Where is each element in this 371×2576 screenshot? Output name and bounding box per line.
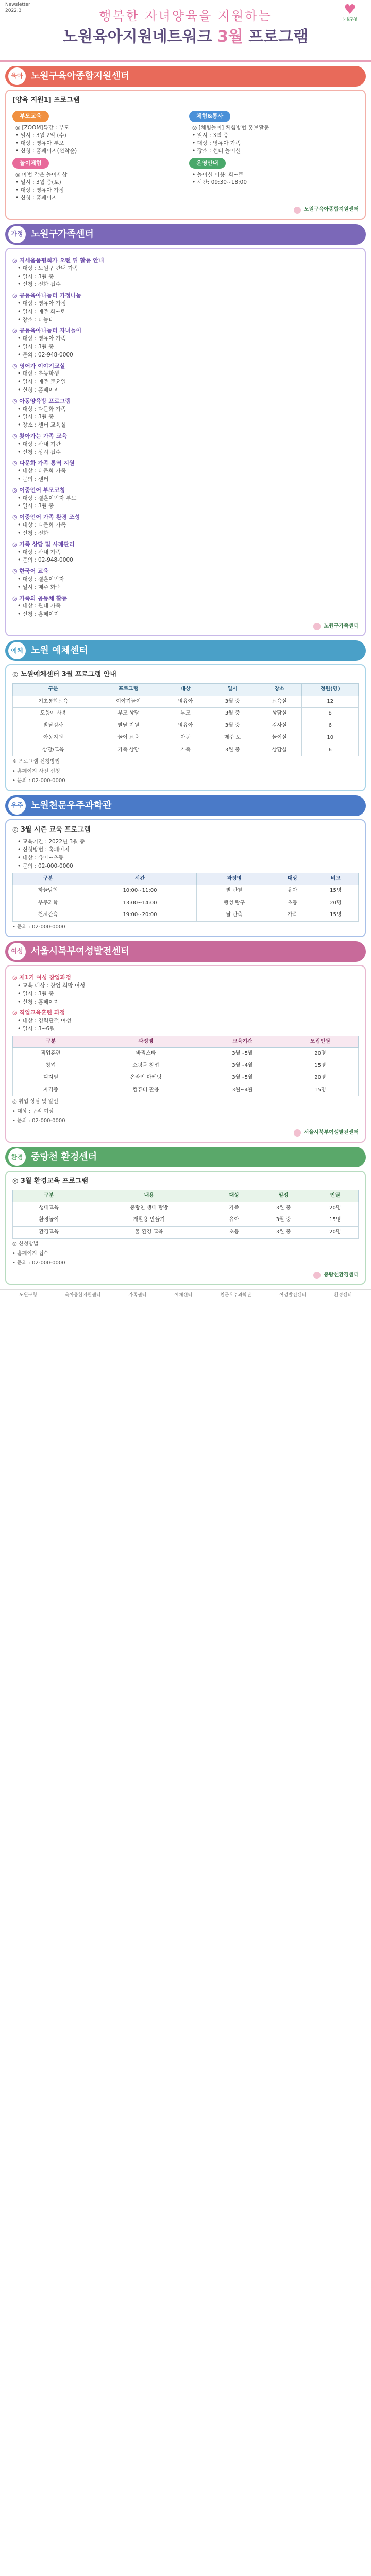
program-table — [12, 683, 359, 756]
item-list — [189, 171, 359, 187]
table-header: 과정명 — [196, 873, 272, 885]
list-line: • 문의 : 02-000-0000 — [18, 862, 73, 869]
section-badge: 육아 — [8, 67, 26, 85]
section-logo — [12, 1272, 359, 1279]
program-detail: • 신청 : 홈페이지 — [18, 611, 59, 618]
list-line: • 대상 : 영유아 부모 — [15, 140, 64, 147]
note-list — [12, 1098, 359, 1125]
section-title: 중랑천 환경센터 — [31, 1151, 97, 1163]
table-row — [13, 732, 359, 744]
list-line: ◎ 취업 상담 및 알선 — [12, 1099, 59, 1105]
list-line: • 교육기간 : 2022년 3월 중 — [18, 838, 85, 845]
program-detail: • 일시 : 매주 화·목 — [18, 584, 63, 590]
table-cell: 별 관찰 — [196, 885, 272, 897]
program-detail: • 일시 : 3~6월 — [18, 1026, 55, 1032]
table-cell: 재활용 만들기 — [85, 1214, 213, 1227]
center-logo-icon — [294, 207, 301, 214]
section-logo — [12, 623, 359, 631]
program-title: ◎ 가족 상담 및 사례관리 — [12, 540, 75, 548]
table-cell: 6 — [302, 720, 359, 732]
list-line: ◎ [체험놀이] 체험방법 홍보활동 — [192, 124, 269, 131]
section-subtitle: ◎ 3월 환경교육 프로그램 — [12, 1177, 88, 1185]
table-row — [13, 708, 359, 720]
section-badge: 가정 — [8, 226, 26, 243]
program-detail: • 문의 : 02-948-0000 — [18, 351, 73, 358]
table-cell: 3월 중 — [208, 696, 257, 708]
list-line: • 문의 : 02-000-0000 — [12, 1118, 65, 1124]
table-cell: 온라인 마케팅 — [89, 1072, 203, 1084]
section-badge: 여성 — [8, 943, 26, 960]
footer-logo: 천문우주과학관 — [220, 1293, 251, 1298]
center-logo-text: 노원구가족센터 — [324, 623, 359, 629]
table-cell: 가족 — [272, 909, 313, 922]
section-box — [5, 1171, 366, 1285]
table-header: 구분 — [13, 684, 94, 696]
table-header: 모집인원 — [282, 1036, 358, 1048]
program-detail: • 대상 : 다문화 가족 — [18, 405, 66, 412]
table-cell: 유아 — [272, 885, 313, 897]
table-cell: 자격증 — [13, 1084, 89, 1096]
section-logo — [12, 206, 359, 214]
list-line: • 일시 : 3월 중(토) — [15, 179, 61, 185]
program-detail: • 일시 : 매주 화~토 — [18, 308, 65, 315]
footer-logo: 환경센터 — [334, 1293, 352, 1298]
section-badge: 환경 — [8, 1148, 26, 1166]
table-cell: 쇼핑몰 창업 — [89, 1060, 203, 1072]
table-cell: 하늘탐험 — [13, 885, 83, 897]
table-row — [13, 1072, 359, 1084]
table-cell: 물 환경 교육 — [85, 1226, 213, 1239]
program-title: ◎ 가족의 공동체 활동 — [12, 595, 68, 602]
item-list — [12, 171, 182, 202]
program-detail: • 신청 : 전화 — [18, 530, 49, 536]
table-row — [13, 1214, 359, 1227]
table-cell: 아동 — [163, 732, 208, 744]
program-title: ◎ 다문화 가족 통역 지원 — [12, 460, 75, 467]
table-cell: 컴퓨터 활용 — [89, 1084, 203, 1096]
section-arts — [5, 640, 366, 791]
table-header: 정원(명) — [302, 684, 359, 696]
center-logo-icon — [294, 1129, 301, 1137]
program-detail: • 교육 대상 : 창업 희망 여성 — [18, 982, 86, 989]
program-detail: • 장소 : 센터 교육실 — [18, 422, 66, 429]
section-badge: 우주 — [8, 797, 26, 815]
list-line: ◎ [ZOOM]특강 : 부모 — [15, 124, 70, 131]
table-cell: 발달검사 — [13, 720, 94, 732]
table-cell: 가족 상담 — [94, 744, 163, 756]
table-header: 시간 — [83, 873, 197, 885]
table-cell: 우주과학 — [13, 897, 83, 909]
program-detail: • 대상 : 영유아 가정 — [18, 300, 66, 307]
table-cell: 20명 — [312, 1226, 358, 1239]
section-header — [5, 640, 366, 661]
table-header: 일정 — [255, 1190, 312, 1202]
table-header: 대상 — [213, 1190, 255, 1202]
section-header — [5, 66, 366, 87]
list-line: • 일시 : 3월 2일 (수) — [15, 132, 66, 139]
program-detail: • 일시 : 3월 중 — [18, 503, 54, 510]
program-detail: • 대상 : 경력단절 여성 — [18, 1018, 72, 1024]
header-logo-text: 노원구청 — [343, 17, 357, 21]
table-cell: 12 — [302, 696, 359, 708]
table-cell: 부모 — [163, 708, 208, 720]
program-detail: • 일시 : 3월 중 — [18, 414, 54, 420]
program-table — [12, 1190, 359, 1239]
table-cell: 아동지원 — [13, 732, 94, 744]
section-subtitle: [양육 지원1] 프로그램 — [12, 96, 80, 104]
list-line: • 대상 : 영유아 가족 — [192, 140, 241, 147]
center-logo-text: 서울시북부여성발전센터 — [303, 1129, 359, 1136]
heart-logo-icon: ♥ — [344, 2, 356, 18]
table-cell: 이야기놀이 — [94, 696, 163, 708]
list-line: • 장소 : 센터 놀이실 — [192, 148, 241, 155]
table-cell: 환경교육 — [13, 1226, 85, 1239]
table-cell: 초등 — [272, 897, 313, 909]
table-cell: 20명 — [282, 1072, 358, 1084]
program-title: ◎ 찾아가는 가족 교육 — [12, 432, 68, 439]
table-row — [13, 744, 359, 756]
table-cell: 15명 — [282, 1084, 358, 1096]
table-header: 교육기간 — [203, 1036, 282, 1048]
table-cell: 창업 — [13, 1060, 89, 1072]
table-cell: 놀이 교육 — [94, 732, 163, 744]
table-row — [13, 909, 359, 922]
program-title: ◎ 이중언어 부모코칭 — [12, 486, 65, 494]
table-cell: 달 관측 — [196, 909, 272, 922]
table-cell: 중랑천 생태 탐방 — [85, 1202, 213, 1214]
section-title: 서울시북부여성발전센터 — [31, 946, 130, 957]
table-row — [13, 1202, 359, 1214]
tagline: 행복한 자녀양육을 지원하는 — [99, 9, 272, 23]
section-environment — [5, 1147, 366, 1285]
list-line: ◎ 신청방법 — [12, 1241, 39, 1247]
list-line: ◎ 마법 같은 놀이세상 — [15, 171, 68, 178]
table-cell: 15명 — [282, 1060, 358, 1072]
center-logo-icon — [313, 623, 321, 630]
table-cell: 19:00~20:00 — [83, 909, 197, 922]
table-cell: 놀이실 — [257, 732, 302, 744]
main-title — [0, 26, 371, 48]
table-header: 프로그램 — [94, 684, 163, 696]
list-line: • 문의 : 02-000-0000 — [12, 778, 65, 784]
footer-logo: 가족센터 — [128, 1293, 147, 1298]
section-title: 노원구육아종합지원센터 — [31, 70, 130, 81]
table-cell: 3월 중 — [208, 708, 257, 720]
table-cell: 3월~4월 — [203, 1060, 282, 1072]
table-cell: 20명 — [313, 897, 358, 909]
section-subtitle: ◎ 3월 시즌 교육 프로그램 — [12, 825, 91, 834]
table-cell: 10:00~11:00 — [83, 885, 197, 897]
table-header: 구분 — [13, 873, 83, 885]
table-row — [13, 897, 359, 909]
table-cell: 6 — [302, 744, 359, 756]
program-detail: • 신청 : 홈페이지 — [18, 386, 59, 393]
section-logo — [12, 1129, 359, 1137]
footer-logo: 여성발전센터 — [279, 1293, 307, 1298]
program-detail: • 대상 : 초등학생 — [18, 370, 59, 377]
table-header: 인원 — [312, 1190, 358, 1202]
list-line: • 신청방법 : 홈페이지 — [18, 846, 70, 853]
program-detail: • 신청 : 전화 접수 — [18, 281, 61, 288]
program-list — [12, 974, 359, 1033]
table-cell: 3월 중 — [208, 720, 257, 732]
newsletter-text: Newsletter — [5, 2, 30, 7]
section-badge: 예체 — [8, 642, 26, 659]
table-header: 구분 — [13, 1190, 85, 1202]
pill-parent-edu: 부모교육 — [12, 111, 49, 122]
list-line: • 놀이실 이용: 화~토 — [192, 171, 244, 178]
list-line: • 대상 : 영유아 가정 — [15, 187, 64, 194]
table-cell: 환경놀이 — [13, 1214, 85, 1227]
program-detail: • 대상 : 다문화 가족 — [18, 468, 66, 474]
table-cell: 부모 상담 — [94, 708, 163, 720]
program-title: ◎ 직업교육훈련 과정 — [12, 1009, 65, 1016]
table-cell: 영유아 — [163, 720, 208, 732]
note-list — [12, 758, 359, 785]
program-detail: • 일시 : 3월 중 — [18, 344, 54, 350]
table-cell: 상담실 — [257, 744, 302, 756]
issue-date: 2022.3 — [5, 8, 22, 13]
table-cell: 3월 중 — [208, 744, 257, 756]
footer-logo: 예체센터 — [174, 1293, 193, 1298]
program-detail: • 대상 : 결혼이민자 부모 — [18, 495, 77, 501]
footer-logo: 노원구청 — [19, 1293, 37, 1298]
table-cell: 행성 탐구 — [196, 897, 272, 909]
table-header: 대상 — [163, 684, 208, 696]
list-line: • 홈페이지 사전 신청 — [12, 768, 60, 774]
section-box — [5, 248, 366, 637]
table-cell: 가족 — [213, 1202, 255, 1214]
table-row — [13, 1060, 359, 1072]
program-title: ◎ 한국어 교육 — [12, 568, 49, 575]
section-header — [5, 941, 366, 962]
section-footnote: • 문의 : 02-000-0000 — [12, 924, 65, 930]
section-title: 노원 예체센터 — [31, 645, 88, 656]
two-columns — [12, 109, 359, 202]
program-detail: • 신청 : 상시 접수 — [18, 449, 61, 455]
table-cell: 직업훈련 — [13, 1048, 89, 1060]
table-header: 일시 — [208, 684, 257, 696]
table-cell: 3월 중 — [255, 1214, 312, 1227]
table-cell: 13:00~14:00 — [83, 897, 197, 909]
center-logo-icon — [313, 1272, 321, 1279]
program-detail: • 문의 : 센터 — [18, 476, 49, 483]
table-cell: 20명 — [282, 1048, 358, 1060]
section-header — [5, 795, 366, 816]
footer-logos — [0, 1289, 371, 1301]
table-header: 과정명 — [89, 1036, 203, 1048]
program-detail: • 대상 : 다문화 가족 — [18, 522, 66, 529]
title-month: 3월 — [217, 28, 243, 46]
program-detail: • 일시 : 3월 중 — [18, 273, 54, 280]
program-title: ◎ 이중언어 가족 환경 조성 — [12, 514, 80, 521]
center-logo-text: 중랑천환경센터 — [324, 1272, 359, 1278]
item-list — [12, 124, 182, 156]
table-row — [13, 1084, 359, 1096]
header-logo — [336, 3, 364, 22]
list-line: ※ 프로그램 신청방법 — [12, 759, 60, 765]
table-cell: 생태교육 — [13, 1202, 85, 1214]
program-title: ◎ 아동양육방 프로그램 — [12, 397, 71, 404]
table-cell: 20명 — [312, 1202, 358, 1214]
header — [0, 0, 371, 62]
center-logo-text: 노원구육아종합지원센터 — [303, 207, 359, 213]
table-cell: 15명 — [312, 1214, 358, 1227]
program-detail: • 대상 : 관내 가족 — [18, 549, 61, 555]
table-header: 장소 — [257, 684, 302, 696]
footer-logo: 육아종합지원센터 — [64, 1293, 101, 1298]
info-list — [12, 838, 359, 871]
program-table — [12, 873, 359, 922]
table-cell: 가족 — [163, 744, 208, 756]
section-box — [5, 819, 366, 937]
pill-experience: 체험&통사 — [189, 111, 230, 122]
list-line: • 일시 : 3월 중 — [192, 132, 229, 139]
section-box — [5, 664, 366, 791]
section-space — [5, 795, 366, 937]
program-title: ◎ 공동육아나눔터 가정나눔 — [12, 292, 82, 299]
table-cell: 도움이 사용 — [13, 708, 94, 720]
table-cell: 매주 토 — [208, 732, 257, 744]
program-detail: • 신청 : 홈페이지 — [18, 998, 59, 1005]
table-cell: 3월~4월 — [203, 1084, 282, 1096]
list-line: • 시간: 09:30~18:00 — [192, 179, 247, 185]
program-title: ◎ 영어가 이야기교실 — [12, 362, 65, 369]
table-cell: 10 — [302, 732, 359, 744]
table-cell: 15명 — [313, 909, 358, 922]
table-row — [13, 696, 359, 708]
table-cell: 상담실 — [257, 708, 302, 720]
table-cell: 3월~5월 — [203, 1048, 282, 1060]
table-row — [13, 885, 359, 897]
section-header — [5, 224, 366, 245]
section-header — [5, 1147, 366, 1167]
course-table — [12, 1036, 359, 1097]
program-detail: • 대상 : 영유아 가족 — [18, 335, 66, 342]
list-line: • 문의 : 02-000-0000 — [12, 1260, 65, 1266]
section-box — [5, 965, 366, 1143]
title-pre: 노원육아지원네트워크 — [62, 28, 217, 46]
title-post: 프로그램 — [243, 28, 309, 46]
table-header: 대상 — [272, 873, 313, 885]
section-title: 노원천문우주과학관 — [31, 800, 112, 811]
program-detail: • 장소 : 나눔터 — [18, 316, 54, 323]
program-detail: • 대상 : 관내 가족 — [18, 603, 61, 609]
right-column — [189, 109, 359, 202]
section-women — [5, 941, 366, 1143]
section-childcare — [5, 66, 366, 220]
table-cell: 디지털 — [13, 1072, 89, 1084]
table-cell: 3월 중 — [255, 1226, 312, 1239]
item-list — [189, 124, 359, 156]
note-list — [12, 1241, 359, 1267]
table-row — [13, 720, 359, 732]
table-header: 비고 — [313, 873, 358, 885]
program-detail: • 일시 : 매주 토요일 — [18, 379, 66, 385]
program-detail: • 일시 : 3월 중 — [18, 990, 54, 997]
left-column — [12, 109, 182, 202]
pill-operation: 운영안내 — [189, 158, 226, 169]
list-line: • 신청 : 홈페이지(선착순) — [15, 148, 77, 155]
program-title: ◎ 지세움품평회가 오랜 뒤 활동 안내 — [12, 257, 104, 264]
table-cell: 3월 중 — [255, 1202, 312, 1214]
table-cell: 유아 — [213, 1214, 255, 1227]
program-list — [12, 257, 359, 619]
list-line: • 신청 : 홈페이지 — [15, 195, 57, 201]
program-title: ◎ 제1기 여성 창업과정 — [12, 974, 71, 981]
section-subtitle: ◎ 노원예체센터 3월 프로그램 안내 — [12, 671, 116, 679]
table-header: 구분 — [13, 1036, 89, 1048]
table-cell: 검사실 — [257, 720, 302, 732]
table-cell: 천체관측 — [13, 909, 83, 922]
section-family — [5, 224, 366, 637]
table-cell: 15명 — [313, 885, 358, 897]
table-cell: 영유아 — [163, 696, 208, 708]
table-cell: 기초통합교육 — [13, 696, 94, 708]
table-row — [13, 1048, 359, 1060]
table-cell: 바리스타 — [89, 1048, 203, 1060]
section-title: 노원구가족센터 — [31, 228, 94, 240]
pill-play: 놀이체험 — [12, 158, 49, 169]
table-cell: 발달 지원 — [94, 720, 163, 732]
list-line: • 대상 : 구직 여성 — [12, 1108, 54, 1114]
list-line: • 대상 : 유아~초등 — [18, 855, 64, 861]
table-cell: 3월~5월 — [203, 1072, 282, 1084]
program-title: ◎ 공동육아나눔터 자녀놀이 — [12, 327, 82, 334]
table-cell: 상담/교육 — [13, 744, 94, 756]
section-box — [5, 90, 366, 220]
table-header: 내용 — [85, 1190, 213, 1202]
table-cell: 교육실 — [257, 696, 302, 708]
program-detail: • 대상 : 노원구 관내 가족 — [18, 265, 78, 272]
table-row — [13, 1226, 359, 1239]
table-cell: 초등 — [213, 1226, 255, 1239]
table-cell: 8 — [302, 708, 359, 720]
program-detail: • 대상 : 결혼이민자 — [18, 576, 64, 583]
list-line: • 홈페이지 접수 — [12, 1250, 49, 1257]
program-detail: • 문의 : 02-948-0000 — [18, 557, 73, 564]
program-detail: • 대상 : 관내 기관 — [18, 440, 61, 447]
